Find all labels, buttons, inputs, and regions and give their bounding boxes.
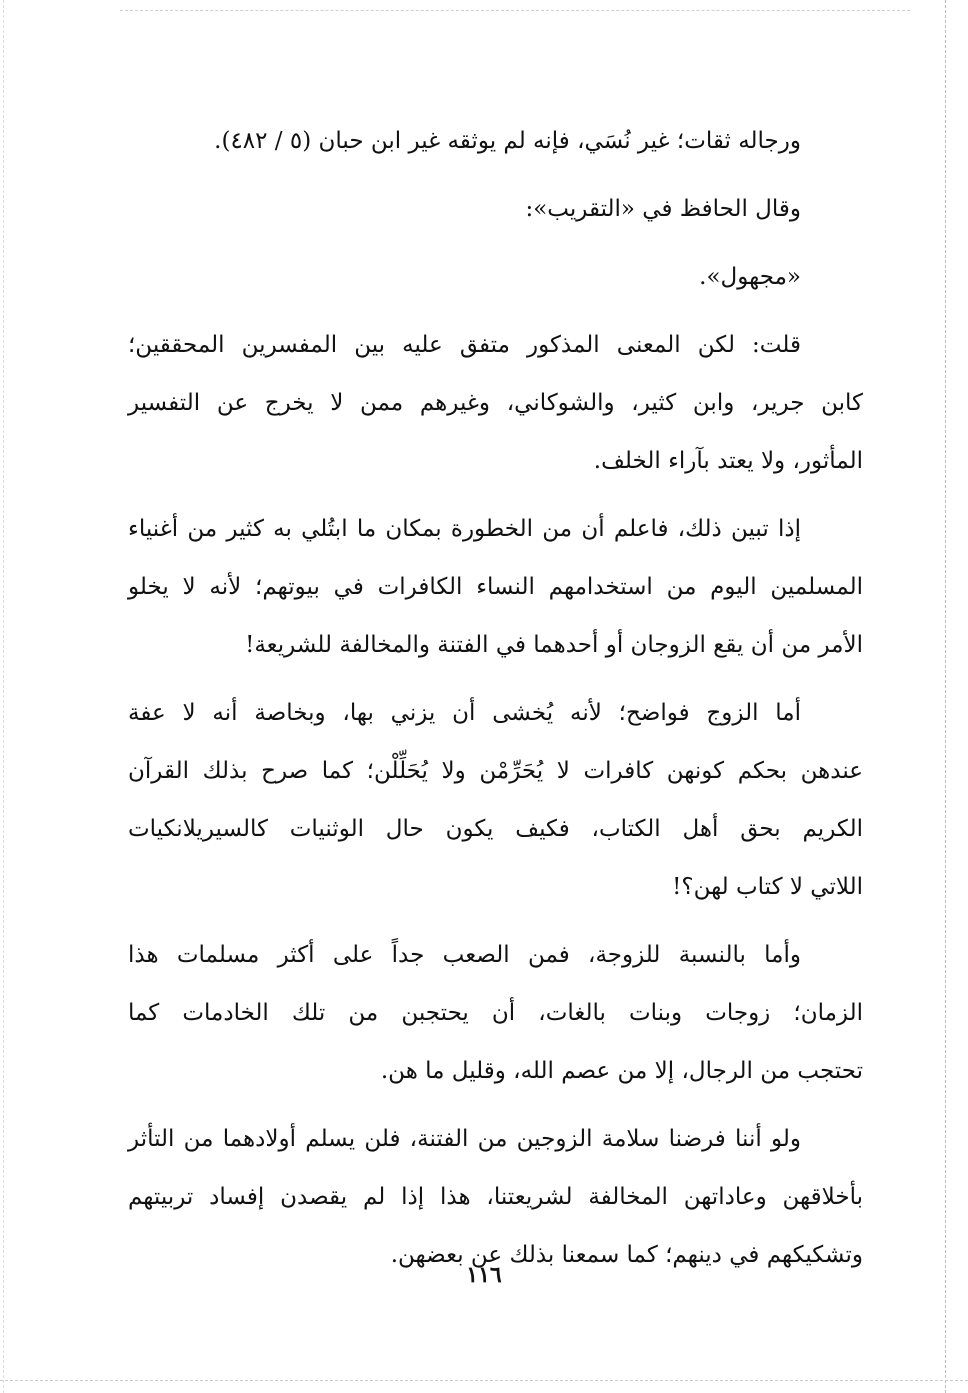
text-line: وقال الحافظ في «التقريب»: bbox=[525, 196, 801, 222]
text-line: المسلمين اليوم من استخدامهم النساء الكافرات في بيوتهم؛ لأنه لا يخلو bbox=[128, 574, 863, 600]
text-line: الكريم بحق أهل الكتاب، فكيف يكون حال الوثنيات كالسيريلانكيات bbox=[128, 816, 863, 842]
body-text bbox=[128, 112, 863, 1284]
page-number: ١١٦ bbox=[466, 1262, 502, 1288]
scan-edge-right bbox=[945, 0, 946, 1393]
text-line: أما الزوج فواضح؛ لأنه يُخشى أن يزني بها، وبخاصة أنه لا عفة bbox=[128, 700, 801, 726]
text-line: قلت: لكن المعنى المذكور متفق عليه بين المفسرين المحققين؛ bbox=[128, 332, 801, 358]
text-line: عندهن بحكم كونهن كافرات لا يُحَرِّمْن ولا يُحَلِّلْن؛ كما صرح بذلك القرآن bbox=[128, 758, 863, 784]
text-line: ولو أننا فرضنا سلامة الزوجين من الفتنة، فلن يسلم أولادهما من التأثر bbox=[128, 1126, 801, 1152]
text-line: وتشكيكهم في دينهم؛ كما سمعنا بذلك عن بعضهن. bbox=[390, 1242, 863, 1268]
text-line: وأما بالنسبة للزوجة، فمن الصعب جداً على أكثر مسلمات هذا bbox=[128, 942, 801, 968]
text-line: «مجهول». bbox=[699, 264, 801, 290]
scan-edge-left bbox=[3, 0, 4, 1393]
scan-edge-bottom bbox=[0, 1380, 968, 1381]
text-line: الزمان؛ زوجات وبنات بالغات، أن يحتجبن من تلك الخادمات كما bbox=[128, 1000, 863, 1026]
text-line: تحتجب من الرجال، إلا من عصم الله، وقليل ما هن. bbox=[380, 1058, 863, 1084]
text-line: إذا تبين ذلك، فاعلم أن من الخطورة بمكان ما ابتُلي به كثير من أغنياء bbox=[128, 516, 801, 542]
text-line: كابن جرير، وابن كثير، والشوكاني، وغيرهم ممن لا يخرج عن التفسير bbox=[128, 390, 863, 416]
text-line: ورجاله ثقات؛ غير نُسَي، فإنه لم يوثقه غير ابن حبان (٥ / ٤٨٢). bbox=[214, 128, 801, 154]
text-line: المأثور، ولا يعتد بآراء الخلف. bbox=[593, 448, 863, 474]
scan-edge-top bbox=[120, 10, 910, 11]
text-line: بأخلاقهن وعاداتهن المخالفة لشريعتنا، هذا إذا لم يقصدن إفساد تربيتهم bbox=[128, 1184, 863, 1210]
text-line: اللاتي لا كتاب لهن؟! bbox=[672, 874, 863, 900]
text-line: الأمر من أن يقع الزوجان أو أحدهما في الفتنة والمخالفة للشريعة! bbox=[245, 632, 863, 658]
